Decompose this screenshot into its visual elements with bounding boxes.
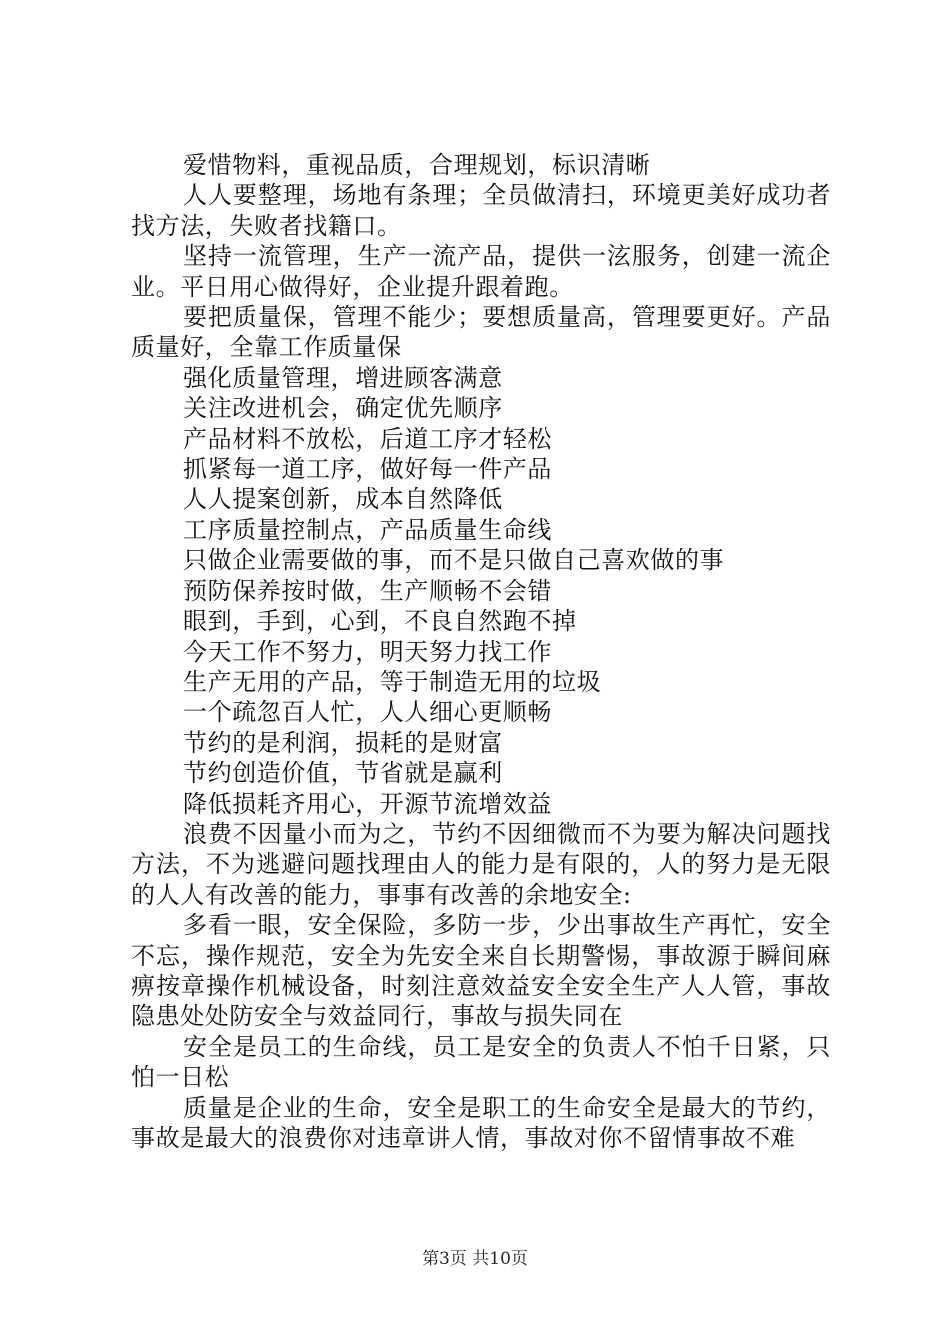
paragraph: 浪费不因量小而为之，节约不因细微而不为要为解决问题找方法，不为逃避问题找理由人的能力是有限的，人的努力是无限的人人有改善的能力，事事有改善的余地安全: bbox=[131, 819, 831, 909]
paragraph: 节约创造价值，节省就是赢利 bbox=[183, 759, 503, 788]
paragraph: 安全是员工的生命线，员工是安全的负责人不怕千日紧，只怕一日松 bbox=[131, 1032, 831, 1092]
paragraph: 要把质量保，管理不能少；要想质量高，管理要更好。产品质量好，全靠工作质量保 bbox=[131, 303, 831, 362]
paragraph: 工序质量控制点，产品质量生命线 bbox=[183, 515, 552, 544]
paragraph: 节约的是利润，损耗的是财富 bbox=[183, 728, 503, 757]
paragraph: 今天工作不努力，明天努力找工作 bbox=[183, 637, 552, 666]
paragraph: 只做企业需要做的事，而不是只做自己喜欢做的事 bbox=[183, 546, 725, 575]
paragraph: 眼到，手到，心到，不良自然跑不掉 bbox=[183, 607, 577, 636]
paragraph: 降低损耗齐用心，开源节流增效益 bbox=[183, 789, 552, 818]
paragraph: 抓紧每一道工序，做好每一件产品 bbox=[183, 455, 552, 484]
paragraph: 质量是企业的生命，安全是职工的生命安全是最大的节约，事故是最大的浪费你对违章讲人情，事故对你不留情事故不难 bbox=[131, 1093, 831, 1152]
paragraph: 产品材料不放松，后道工序才轻松 bbox=[183, 424, 552, 453]
paragraph: 关注改进机会，确定优先顺序 bbox=[183, 394, 503, 423]
paragraph: 多看一眼，安全保险，多防一步，少出事故生产再忙，安全不忘，操作规范，安全为先安全来自长期警惕，事故源于瞬间麻痹按章操作机械设备，时刻注意效益安全安全生产人人管，事故隐患处处防安全与效益同行，事故与损失同在 bbox=[131, 911, 831, 1031]
page-footer bbox=[0, 1244, 950, 1269]
paragraph: 爱惜物料，重视品质，合理规划，标识清晰 bbox=[183, 151, 651, 179]
paragraph: 一个疏忽百人忙，人人细心更顺畅 bbox=[183, 698, 552, 727]
paragraph: 预防保养按时做，生产顺畅不会错 bbox=[183, 576, 552, 605]
paragraph: 人人提案创新，成本自然降低 bbox=[183, 485, 503, 514]
paragraph: 强化质量管理，增进顾客满意 bbox=[183, 363, 503, 392]
paragraph: 生产无用的产品，等于制造无用的垃圾 bbox=[183, 667, 602, 696]
document-body bbox=[131, 150, 831, 1153]
paragraph: 人人要整理，场地有条理；全员做清扫，环境更美好成功者找方法，失败者找籍口。 bbox=[131, 181, 831, 240]
page-number-label: 第3页 共10页 bbox=[422, 1249, 528, 1269]
paragraph: 坚持一流管理，生产一流产品，提供一泫服务，创建一流企业。平日用心做得好，企业提升跟着跑。 bbox=[131, 242, 831, 301]
